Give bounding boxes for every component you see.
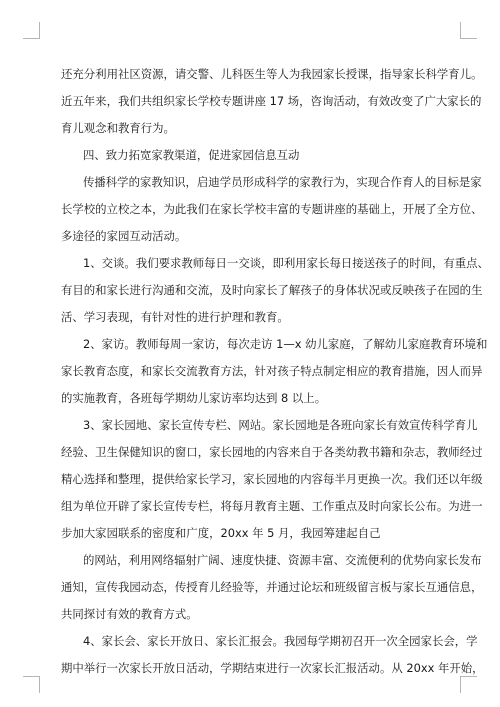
paragraph-line: 2、家访。教师每周一家访，每次走访 1—x 幼儿家庭，了解幼儿家庭教育环境和 bbox=[83, 337, 488, 351]
paragraph-line: 3、家长园地、家长宣传专栏、网站。家长园地是各班向家长有效宣传科学育儿 bbox=[83, 418, 478, 432]
paragraph-line: 近五年来，我们共组织家长学校专题讲座 17 场，咨询活动，有效改变了广大家长的 bbox=[61, 94, 482, 108]
paragraph-line: 传播科学的家教知识，启迪学员形成科学的家教行为，实现合作育人的目标是家 bbox=[83, 175, 482, 189]
crop-mark-top-right bbox=[460, 22, 477, 39]
paragraph-line: 育儿观念和教育行为。 bbox=[61, 121, 175, 135]
paragraph-line: 经验、卫生保健知识的窗口，家长园地的内容来自于各类幼教书籍和杂志，教师经过 bbox=[61, 445, 483, 459]
paragraph-line: 的网站，利用网络辐射广阔、速度快捷、资源丰富、交流便利的优势向家长发布 bbox=[83, 553, 482, 567]
paragraph-line: 1、交谈。我们要求教师每日一交谈，即利用家长每日接送孩子的时间，有重点、 bbox=[83, 256, 489, 270]
paragraph-line: 4、家长会、家长开放日、家长汇报会。我园每学期初召开一次全园家长会，学 bbox=[83, 634, 478, 648]
paragraph-line: 组为单位开辟了家长宣传专栏，将每月教育主题、工作重点及时向家长公布。为进一 bbox=[61, 499, 483, 513]
paragraph-line: 共同探讨有效的教育方式。 bbox=[61, 607, 198, 621]
paragraph-line: 期中举行一次家长开放日活动，学期结束进行一次家长汇报活动。从 20xx 年开始， bbox=[61, 661, 484, 675]
paragraph-line: 还充分利用社区资源，请交警、儿科医生等人为我园家长授课，指导家长科学育儿。 bbox=[61, 67, 483, 81]
paragraph-line: 长学校的立校之本，为此我们在家长学校丰富的专题讲座的基础上，开展了全方位、 bbox=[61, 202, 483, 216]
paragraph-line: 步加大家园联系的密度和广度，20xx 年 5 月，我园筹建起自己 bbox=[61, 526, 381, 540]
paragraph-line: 活、学习表现，有针对性的进行护理和教育。 bbox=[61, 310, 289, 324]
paragraph-line: 多途径的家园互动活动。 bbox=[61, 229, 187, 243]
crop-mark-top-left bbox=[23, 22, 40, 39]
crop-mark-bottom-right bbox=[460, 676, 477, 693]
paragraph-line: 的实施教育，各班每学期幼儿家访率均达到 8 以上。 bbox=[61, 391, 327, 405]
paragraph-line: 家长教育态度，和家长交流教育方法，针对孩子特点制定相应的教育措施，因人而异 bbox=[61, 364, 483, 378]
paragraph-line: 通知，宣传我园动态，传授育儿经验等，并通过论坛和班级留言板与家长互通信息， bbox=[61, 580, 483, 594]
paragraph-line: 精心选择和整理，提供给家长学习，家长园地的内容每半月更换一次。我们还以年级 bbox=[61, 472, 483, 486]
section-heading: 四、致力拓宽家教渠道，促进家园信息互动 bbox=[83, 148, 300, 162]
paragraph-line: 有目的和家长进行沟通和交流，及时向家长了解孩子的身体状况或反映孩子在园的生 bbox=[61, 283, 483, 297]
crop-mark-bottom-left bbox=[23, 676, 40, 693]
